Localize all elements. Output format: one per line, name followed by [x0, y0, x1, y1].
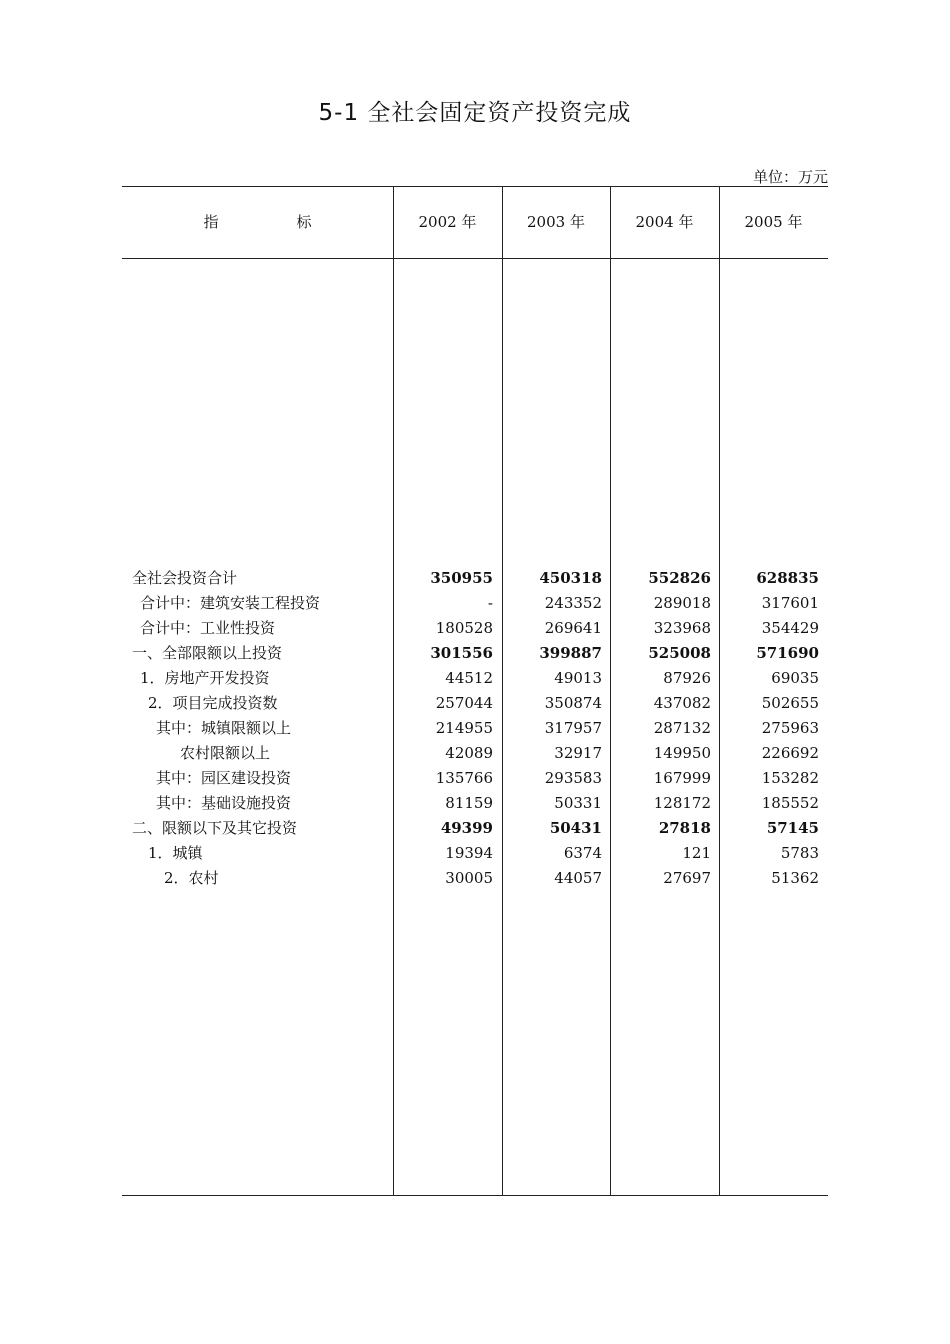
- cell-2003: 317957: [544, 719, 602, 737]
- cell-2004: 149950: [653, 744, 711, 762]
- page-title: 5-1 全社会固定资产投资完成: [318, 100, 632, 126]
- cell-2003: 269641: [544, 619, 602, 637]
- cell-2004: 287132: [653, 719, 711, 737]
- cell-2002: 180528: [435, 619, 493, 637]
- table-row: [122, 616, 828, 641]
- cell-2002: 350955: [430, 569, 493, 587]
- row-label: 2．农村: [164, 869, 219, 887]
- cell-2005: 226692: [761, 744, 819, 762]
- cell-2003: 399887: [539, 644, 602, 662]
- cell-2005: 502655: [761, 694, 819, 712]
- cell-2003: 6374: [563, 844, 602, 862]
- header-indicator: [122, 186, 393, 259]
- table-row: [122, 566, 828, 591]
- cell-2004: 437082: [653, 694, 711, 712]
- cell-2003: 350874: [544, 694, 602, 712]
- cell-2005: 275963: [761, 719, 819, 737]
- row-label: 全社会投资合计: [132, 569, 238, 587]
- cell-2004: 552826: [648, 569, 711, 587]
- header-year-2003: 2003 年: [527, 213, 585, 231]
- row-label: 一、全部限额以上投资: [132, 644, 283, 662]
- cell-2004: 121: [682, 844, 711, 862]
- cell-2002: 301556: [430, 644, 493, 662]
- cell-2002: -: [487, 594, 493, 612]
- row-label: 2．项目完成投资数: [148, 694, 278, 712]
- cell-2005: 51362: [771, 869, 819, 887]
- header-year-2004: 2004 年: [635, 213, 694, 231]
- table-row: [122, 591, 828, 616]
- cell-2004: 323968: [653, 619, 711, 637]
- row-label: 二、限额以下及其它投资: [132, 819, 298, 837]
- table-row: [122, 841, 828, 866]
- cell-2003: 32917: [554, 744, 602, 762]
- row-label: 其中：城镇限额以上: [156, 719, 292, 737]
- row-label: 其中：基础设施投资: [156, 794, 292, 812]
- cell-2003: 49013: [554, 669, 602, 687]
- row-label: 1．城镇: [148, 844, 203, 862]
- cell-2005: 317601: [761, 594, 819, 612]
- cell-2005: 185552: [761, 794, 819, 812]
- cell-2004: 27818: [658, 819, 711, 837]
- cell-2005: 69035: [771, 669, 819, 687]
- cell-2003: 50331: [554, 794, 602, 812]
- table-bottom-rule: [122, 1195, 828, 1196]
- cell-2005: 57145: [766, 819, 819, 837]
- table-row: [122, 791, 828, 816]
- header-indicator-right: 标: [296, 213, 312, 231]
- row-label: 其中：园区建设投资: [156, 769, 292, 787]
- table-row: [122, 641, 828, 666]
- cell-2002: 135766: [435, 769, 493, 787]
- cell-2004: 128172: [653, 794, 711, 812]
- header-year-2005: 2005 年: [744, 213, 803, 231]
- cell-2004: 525008: [648, 644, 711, 662]
- cell-2004: 167999: [653, 769, 711, 787]
- cell-2005: 153282: [761, 769, 819, 787]
- table-row: [122, 866, 828, 891]
- cell-2005: 628835: [756, 569, 819, 587]
- cell-2004: 27697: [663, 869, 711, 887]
- cell-2002: 42089: [445, 744, 493, 762]
- table-row: [122, 741, 828, 766]
- table-row: [122, 666, 828, 691]
- cell-2004: 289018: [653, 594, 711, 612]
- cell-2003: 50431: [549, 819, 602, 837]
- table-row: [122, 716, 828, 741]
- row-label: 合计中：建筑安装工程投资: [140, 594, 321, 612]
- unit-label: 单位：万元: [752, 168, 828, 186]
- cell-2003: 293583: [544, 769, 602, 787]
- table-row: [122, 816, 828, 841]
- cell-2002: 81159: [445, 794, 493, 812]
- cell-2002: 30005: [445, 869, 493, 887]
- header-indicator-left: 指: [203, 213, 219, 231]
- cell-2002: 49399: [440, 819, 493, 837]
- cell-2002: 19394: [445, 844, 493, 862]
- cell-2002: 257044: [435, 694, 493, 712]
- header-year-2002: 2002 年: [418, 213, 477, 231]
- cell-2005: 571690: [756, 644, 819, 662]
- table-row: [122, 691, 828, 716]
- row-label: 合计中：工业性投资: [140, 619, 276, 637]
- cell-2003: 44057: [554, 869, 602, 887]
- table-row: [122, 766, 828, 791]
- row-label: 农村限额以上: [180, 744, 271, 762]
- cell-2005: 354429: [761, 619, 819, 637]
- cell-2003: 450318: [539, 569, 602, 587]
- row-label: 1．房地产开发投资: [140, 669, 270, 687]
- cell-2003: 243352: [544, 594, 602, 612]
- cell-2002: 44512: [445, 669, 493, 687]
- cell-2005: 5783: [780, 844, 819, 862]
- cell-2002: 214955: [435, 719, 493, 737]
- cell-2004: 87926: [663, 669, 711, 687]
